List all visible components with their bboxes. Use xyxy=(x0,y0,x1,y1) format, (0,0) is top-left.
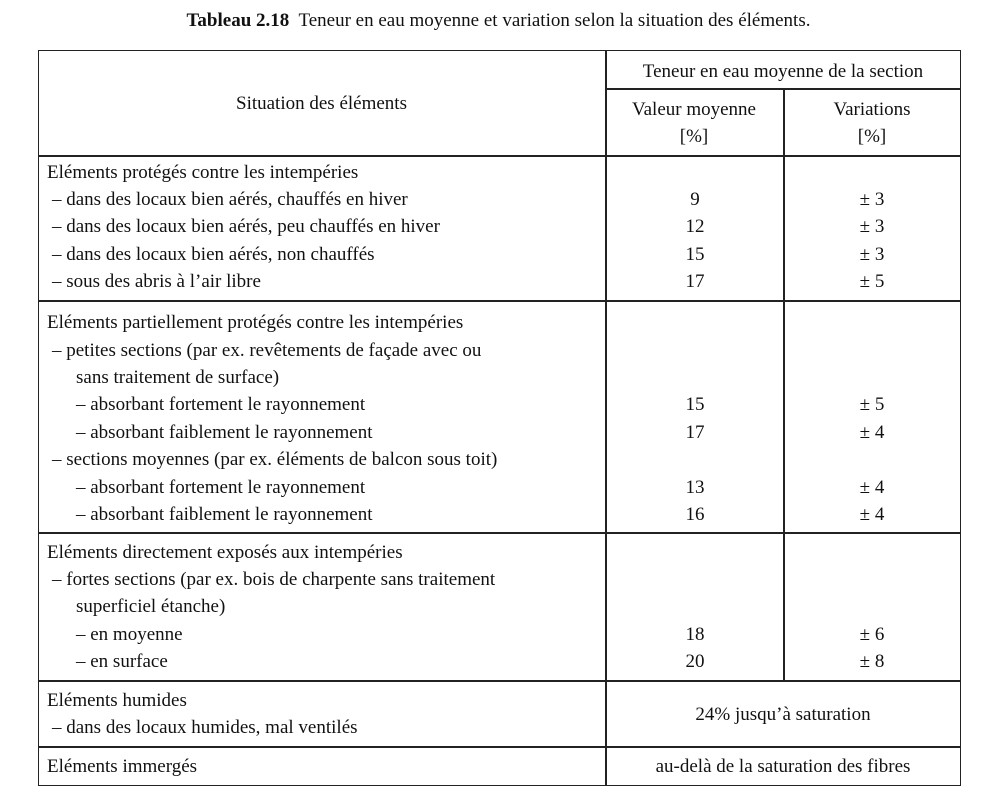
row-label: – absorbant faiblement le rayonnement xyxy=(76,504,373,525)
row-label: – dans des locaux bien aérés, peu chauffés en hiver xyxy=(52,216,440,237)
header-var-unit: [%] xyxy=(857,126,887,147)
row-mean: 15 xyxy=(685,244,705,265)
group-title: Eléments directement exposés aux intempéries xyxy=(47,542,403,563)
group-title: Eléments humides xyxy=(47,690,187,711)
row-mean: 13 xyxy=(685,477,705,498)
row-mean: 20 xyxy=(685,651,705,672)
group-title: Eléments immergés xyxy=(47,756,198,777)
table-caption xyxy=(0,8,997,34)
merged-value: au-delà de la saturation des fibres xyxy=(655,756,911,777)
row-label: – absorbant fortement le rayonnement xyxy=(76,394,366,415)
row-mean: 18 xyxy=(685,624,705,645)
row-variation: ± 8 xyxy=(859,651,885,672)
row-mean: 15 xyxy=(685,394,705,415)
row-variation: ± 5 xyxy=(859,394,885,415)
row-variation: ± 5 xyxy=(859,271,885,292)
row-label: – en surface xyxy=(76,651,168,672)
header-mean-unit: [%] xyxy=(679,126,709,147)
row-label: – dans des locaux bien aérés, chauffés en hiver xyxy=(52,189,408,210)
row-label: – dans des locaux bien aérés, non chauffés xyxy=(52,244,375,265)
row-mean: 17 xyxy=(685,271,705,292)
row-variation: ± 3 xyxy=(859,216,885,237)
row-label: sans traitement de surface) xyxy=(76,367,280,388)
row-label: – fortes sections (par ex. bois de charpente sans traitement xyxy=(52,569,496,590)
row-mean: 12 xyxy=(685,216,705,237)
row-variation: ± 6 xyxy=(859,624,885,645)
row-variation: ± 3 xyxy=(859,244,885,265)
group-title: Eléments partiellement protégés contre les intempéries xyxy=(47,312,464,333)
row-variation: ± 3 xyxy=(859,189,885,210)
row-label: – sous des abris à l’air libre xyxy=(52,271,261,292)
row-mean: 16 xyxy=(685,504,705,525)
row-variation: ± 4 xyxy=(859,422,885,443)
col-divider-values xyxy=(783,88,785,680)
table-caption-title: Teneur en eau moyenne et variation selon la situation des éléments. xyxy=(298,10,811,31)
row-label: – absorbant faiblement le rayonnement xyxy=(76,422,373,443)
row-label: – dans des locaux humides, mal ventilés xyxy=(52,717,358,738)
merged-value: 24% jusqu’à saturation xyxy=(695,704,871,725)
row-label: – sections moyennes (par ex. éléments de balcon sous toit) xyxy=(52,449,498,470)
row-mean: 17 xyxy=(685,422,705,443)
header-mean-label: Valeur moyenne xyxy=(632,99,756,120)
header-bottom-line xyxy=(38,155,961,157)
group-title: Eléments protégés contre les intempéries xyxy=(47,162,359,183)
row-label: superficiel étanche) xyxy=(76,596,226,617)
group4-bottom-line xyxy=(38,746,961,748)
row-label: – absorbant fortement le rayonnement xyxy=(76,477,366,498)
group3-bottom-line xyxy=(38,680,961,682)
header-group-line xyxy=(605,88,961,90)
row-label: – petites sections (par ex. revêtements de façade avec ou xyxy=(52,340,482,361)
row-mean: 9 xyxy=(690,189,700,210)
row-variation: ± 4 xyxy=(859,477,885,498)
row-label: – en moyenne xyxy=(76,624,183,645)
header-var-label: Variations xyxy=(833,99,911,120)
table-caption-label: Tableau 2.18 xyxy=(186,10,290,31)
header-situation: Situation des éléments xyxy=(236,93,407,114)
group2-bottom-line xyxy=(38,532,961,534)
header-group-title: Teneur en eau moyenne de la section xyxy=(642,61,924,82)
group1-bottom-line xyxy=(38,300,961,302)
row-variation: ± 4 xyxy=(859,504,885,525)
col-divider-main xyxy=(605,50,607,786)
